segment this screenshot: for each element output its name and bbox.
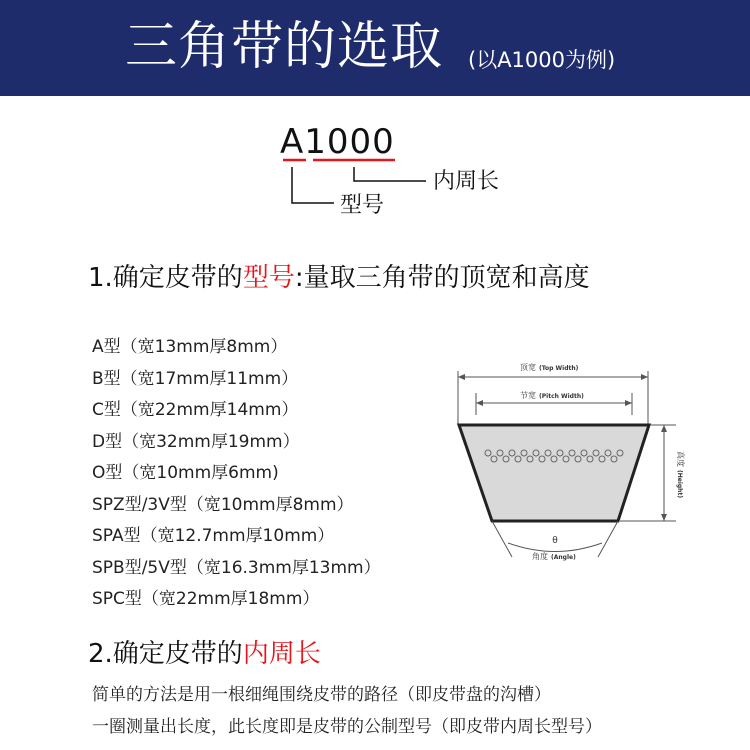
arrow-icon [641, 374, 648, 380]
arrow-icon [476, 400, 483, 406]
height-en-label: (Height) [676, 470, 683, 499]
type-label: 型号 [340, 193, 385, 218]
list-item: O型（宽10mm厚6mm) [92, 463, 279, 483]
pitch-width-label: 节宽 [520, 391, 536, 400]
section1-prefix: 1.确定皮带的 [88, 263, 243, 293]
page-subtitle: (以A1000为例) [468, 48, 616, 72]
angle-ext-right [598, 521, 618, 557]
list-item: SPZ型/3V型（宽10mm厚8mm） [92, 494, 354, 515]
belt-section [459, 425, 649, 521]
length-leader-line [354, 167, 426, 181]
top-width-en-label: (Top Width) [539, 365, 579, 372]
list-item: SPC型（宽22mm厚18mm） [92, 589, 320, 609]
description-line: 简单的方法是用一根细绳围绕皮带的路径（即皮带盘的沟槽） [92, 685, 551, 705]
page-title: 三角带的选取 [125, 17, 444, 77]
top-width-label: 顶宽 [520, 363, 536, 372]
height-label: 高度 [676, 451, 685, 467]
section2-highlight: 内周长 [242, 639, 321, 669]
list-item: SPA型（宽12.7mm厚10mm） [92, 526, 335, 546]
section1-suffix: :量取三角带的顶宽和高度 [294, 263, 590, 293]
angle-en-label: (Angle) [551, 554, 576, 561]
arrow-icon [458, 374, 465, 380]
list-item: A型（宽13mm厚8mm） [92, 337, 288, 357]
pitch-width-en-label: (Pitch Width) [539, 393, 584, 400]
arrow-icon [661, 514, 667, 521]
type-leader-line [292, 167, 334, 203]
list-item: SPB型/5V型（宽16.3mm厚13mm） [92, 557, 381, 578]
inner-length-label: 内周长 [433, 169, 500, 194]
list-item: B型（宽17mm厚11mm） [92, 368, 299, 389]
belt-type-list [92, 332, 381, 616]
section2-heading [88, 638, 321, 670]
angle-label: 角度 [532, 552, 548, 561]
section1-heading [88, 262, 590, 294]
belt-code: A1000 [280, 122, 395, 162]
angle-symbol: θ [552, 536, 558, 546]
belt-cross-section-diagram [440, 355, 710, 570]
section1-highlight: 型号 [242, 263, 295, 293]
section2-prefix: 2.确定皮带的 [88, 639, 243, 669]
description-line: 一圈测量出长度，此长度即是皮带的公制型号（即皮带内周长型号） [92, 717, 602, 737]
arrow-icon [625, 400, 632, 406]
arrow-icon [661, 425, 667, 432]
angle-ext-left [492, 521, 512, 557]
list-item: D型（宽32mm厚19mm） [92, 431, 300, 452]
list-item: C型（宽22mm厚14mm） [92, 400, 299, 420]
